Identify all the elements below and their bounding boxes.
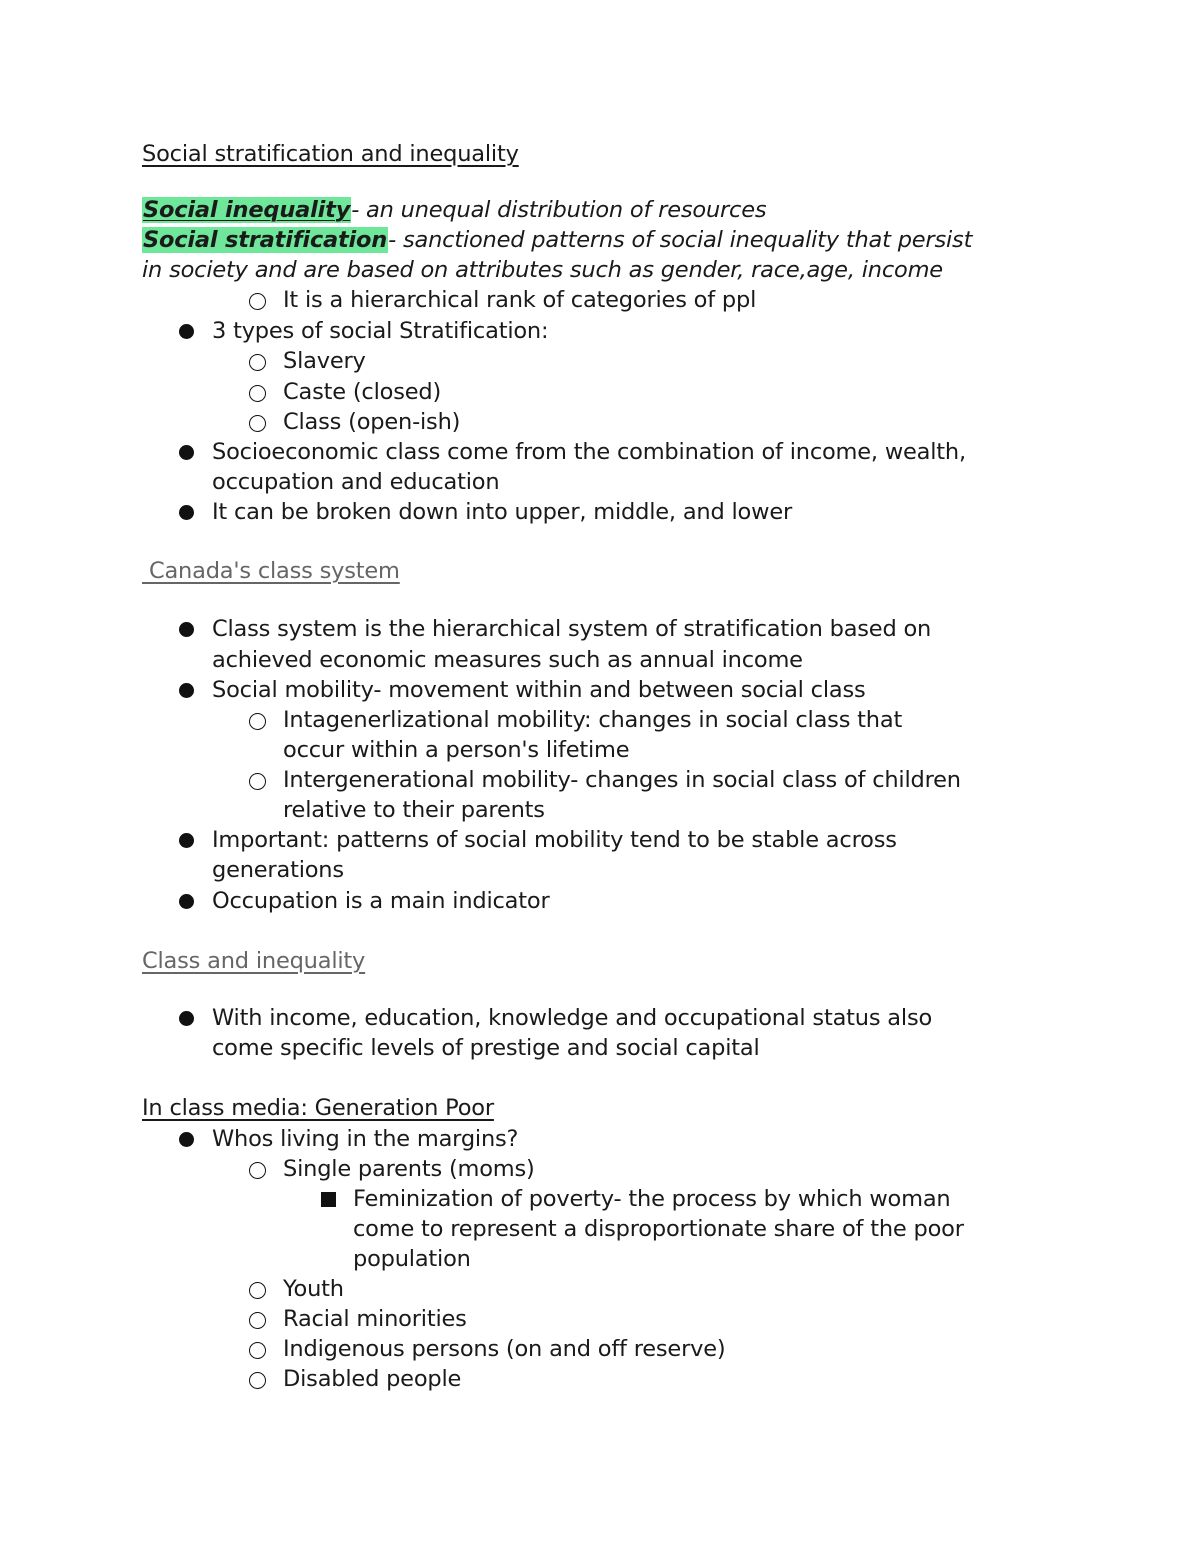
circle-bullet-icon — [249, 773, 266, 790]
page-title: Social stratification and inequality — [142, 141, 519, 167]
circle-bullet-icon — [249, 1162, 266, 1179]
section-heading: In class media: Generation Poor — [142, 1095, 494, 1121]
list-item: Occupation is a main indicator — [212, 888, 550, 914]
disc-bullet-icon — [179, 1011, 194, 1026]
term-highlight: Social inequality — [143, 197, 351, 223]
circle-bullet-icon — [249, 1282, 266, 1299]
list-item-continued: occur within a person's lifetime — [283, 737, 630, 763]
list-item: Feminization of poverty- the process by which woman — [353, 1186, 951, 1212]
list-item-continued: relative to their parents — [283, 797, 545, 823]
list-item: It can be broken down into upper, middle, and lower — [212, 499, 793, 525]
circle-bullet-icon — [249, 354, 266, 371]
definition-social-inequality — [142, 195, 766, 225]
section-heading: Class and inequality — [142, 948, 366, 974]
disc-bullet-icon — [179, 894, 194, 909]
list-item: Racial minorities — [283, 1306, 467, 1332]
list-item: 3 types of social Stratification: — [212, 318, 549, 344]
list-item: Social mobility- movement within and between social class — [212, 677, 866, 703]
definition-text: - sanctioned patterns of social inequality that persist — [388, 227, 973, 253]
list-item: Indigenous persons (on and off reserve) — [283, 1336, 726, 1362]
disc-bullet-icon — [179, 324, 194, 339]
section-heading: Canada's class system — [142, 558, 400, 584]
definition-text-line2: in society and are based on attributes such as gender, race,age, income — [142, 257, 943, 283]
list-item: Slavery — [283, 348, 366, 374]
disc-bullet-icon — [179, 622, 194, 637]
disc-bullet-icon — [179, 1132, 194, 1147]
list-item: Disabled people — [283, 1366, 462, 1392]
list-item-continued: generations — [212, 857, 344, 883]
list-item-continued: population — [353, 1246, 471, 1272]
list-item-continued: occupation and education — [212, 469, 500, 495]
square-bullet-icon — [321, 1192, 336, 1207]
list-item: It is a hierarchical rank of categories of ppl — [283, 287, 757, 313]
disc-bullet-icon — [179, 505, 194, 520]
list-item: Caste (closed) — [283, 379, 442, 405]
list-item: Intergenerational mobility- changes in social class of children — [283, 767, 961, 793]
circle-bullet-icon — [249, 713, 266, 730]
term-highlight: Social stratification — [143, 227, 388, 253]
list-item-continued: come to represent a disproportionate share of the poor — [353, 1216, 964, 1242]
circle-bullet-icon — [249, 1372, 266, 1389]
circle-bullet-icon — [249, 293, 266, 310]
disc-bullet-icon — [179, 445, 194, 460]
list-item-continued: come specific levels of prestige and social capital — [212, 1035, 760, 1061]
list-item: Socioeconomic class come from the combination of income, wealth, — [212, 439, 966, 465]
list-item: Intagenerlizational mobility: changes in social class that — [283, 707, 903, 733]
list-item: With income, education, knowledge and occupational status also — [212, 1005, 933, 1031]
list-item: Single parents (moms) — [283, 1156, 535, 1182]
list-item: Whos living in the margins? — [212, 1126, 519, 1152]
definition-social-stratification — [142, 225, 972, 255]
list-item: Class (open-ish) — [283, 409, 461, 435]
disc-bullet-icon — [179, 833, 194, 848]
circle-bullet-icon — [249, 1342, 266, 1359]
disc-bullet-icon — [179, 683, 194, 698]
list-item: Important: patterns of social mobility tend to be stable across — [212, 827, 897, 853]
list-item-continued: achieved economic measures such as annual income — [212, 647, 803, 673]
list-item: Youth — [283, 1276, 344, 1302]
list-item: Class system is the hierarchical system of stratification based on — [212, 616, 932, 642]
circle-bullet-icon — [249, 1312, 266, 1329]
definition-text: - an unequal distribution of resources — [351, 197, 767, 223]
circle-bullet-icon — [249, 385, 266, 402]
circle-bullet-icon — [249, 415, 266, 432]
